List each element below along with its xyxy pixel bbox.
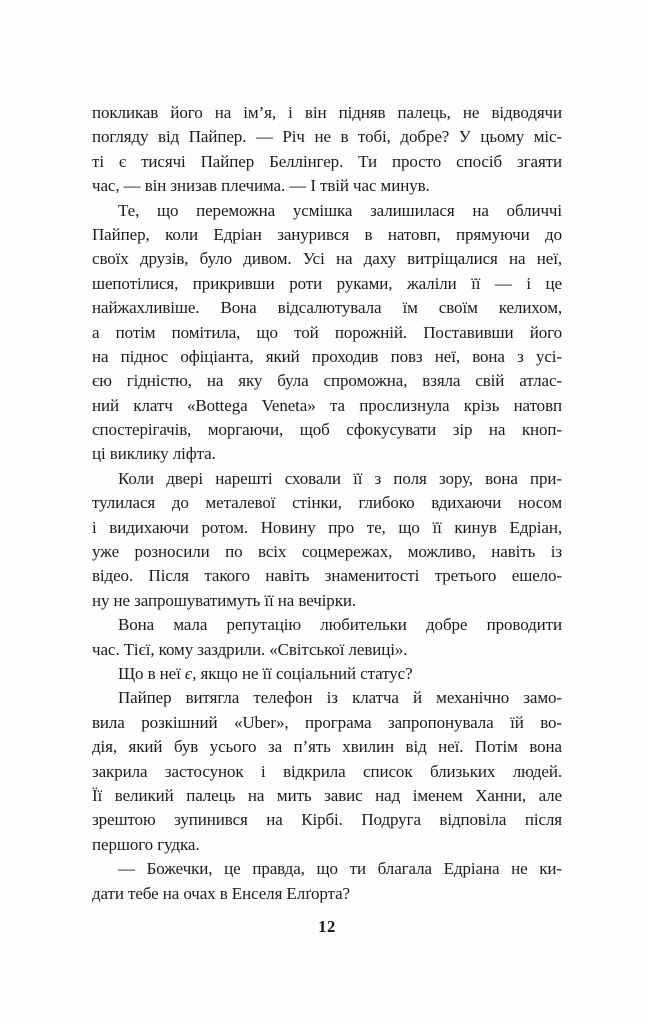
paragraph xyxy=(92,613,562,662)
text-line: дія, який був усього за п’ять хвилин від неї. Потім вона xyxy=(92,737,562,757)
text-line: спостерігачів, моргаючи, щоб сфокусувати зір на кноп- xyxy=(92,420,562,440)
text-line: уже розносили по всіх соцмережах, можливо, навіть із xyxy=(92,542,562,562)
paragraph xyxy=(92,199,562,467)
text-line: Вона мала репутацію любительки добре проводити xyxy=(118,615,562,635)
text-line: покликав його на ім’я, і він підняв палець, не відводячи xyxy=(92,103,562,122)
text-line: найжахливіше. Вона відсалютувала їм своїм келихом, xyxy=(92,298,562,318)
text-line: час. Тієї, кому заздрили. «Світської левиці». xyxy=(92,639,408,659)
text-line: зрештою зупинився на Кірбі. Подруга відповіла після xyxy=(92,810,562,830)
text-line: закрила застосунок і відкрила список близьких людей. xyxy=(92,761,562,781)
text-line: Пайпер витягла телефон із клатча й механічно замо- xyxy=(118,688,562,708)
text-block xyxy=(92,101,562,906)
italic-word: є xyxy=(184,663,193,683)
text-line: шепотілися, прикривши роти руками, жаліли її — і це xyxy=(92,273,562,293)
text-line: час, — він знизав плечима. — І твій час минув. xyxy=(92,176,430,196)
text-line: — Божечки, це правда, що ти благала Едріана не ки- xyxy=(118,859,562,879)
text-line: і видихаючи ротом. Новину про те, що її кинув Едріан, xyxy=(92,517,562,537)
text-line: своїх друзів, було дивом. Усі на даху витріщалися на неї, xyxy=(92,249,562,269)
text-line: вила розкішний «Uber», програма запропонувала їй во- xyxy=(92,712,562,732)
paragraph xyxy=(92,467,562,613)
page-number: 12 xyxy=(318,917,336,936)
paragraph xyxy=(92,101,562,199)
text-line: єю гідністю, на яку була спроможна, взяла свій атлас- xyxy=(92,371,562,391)
paragraph xyxy=(92,662,562,686)
text-line: Її великий палець на мить завис над іменем Ханни, але xyxy=(92,785,562,805)
paragraph xyxy=(92,857,562,906)
paragraph xyxy=(92,686,562,857)
text-line: Коли двері нарешті сховали її з поля зору, вона при- xyxy=(118,468,562,488)
text-line xyxy=(92,662,562,686)
text-line: відео. Після такого навіть знаменитості третього ешело- xyxy=(92,566,562,586)
text-line: ну не запрошуватимуть її на вечірки. xyxy=(92,590,357,610)
text-line: Пайпер, коли Едріан занурився в натовп, прямуючи до xyxy=(92,224,562,244)
text-line: ний клатч «Bottega Veneta» та прослизнула крізь натовп xyxy=(92,395,562,415)
text-line: першого гудка. xyxy=(92,834,200,854)
text-segment: Що в неї xyxy=(118,663,185,683)
text-line: тулилася до металевої стінки, глибоко вдихаючи носом xyxy=(92,493,562,513)
text-line: погляду від Пайпер. — Річ не в тобі, добре? У цьому міс- xyxy=(92,127,562,147)
text-line: а потім помітила, що той порожній. Поставивши його xyxy=(92,322,562,342)
text-line: на піднос офіціанта, який проходив повз неї, вона з усі- xyxy=(92,346,562,366)
text-line: ці виклику ліфта. xyxy=(92,444,216,464)
text-segment: , якщо не її соціальний статус? xyxy=(192,663,413,683)
text-line: дати тебе на очах в Енселя Елґорта? xyxy=(92,883,350,903)
text-line: ті є тисячі Пайпер Беллінгер. Ти просто спосіб згаяти xyxy=(92,151,562,171)
text-line: Те, що переможна усмішка залишилася на обличчі xyxy=(118,200,562,220)
